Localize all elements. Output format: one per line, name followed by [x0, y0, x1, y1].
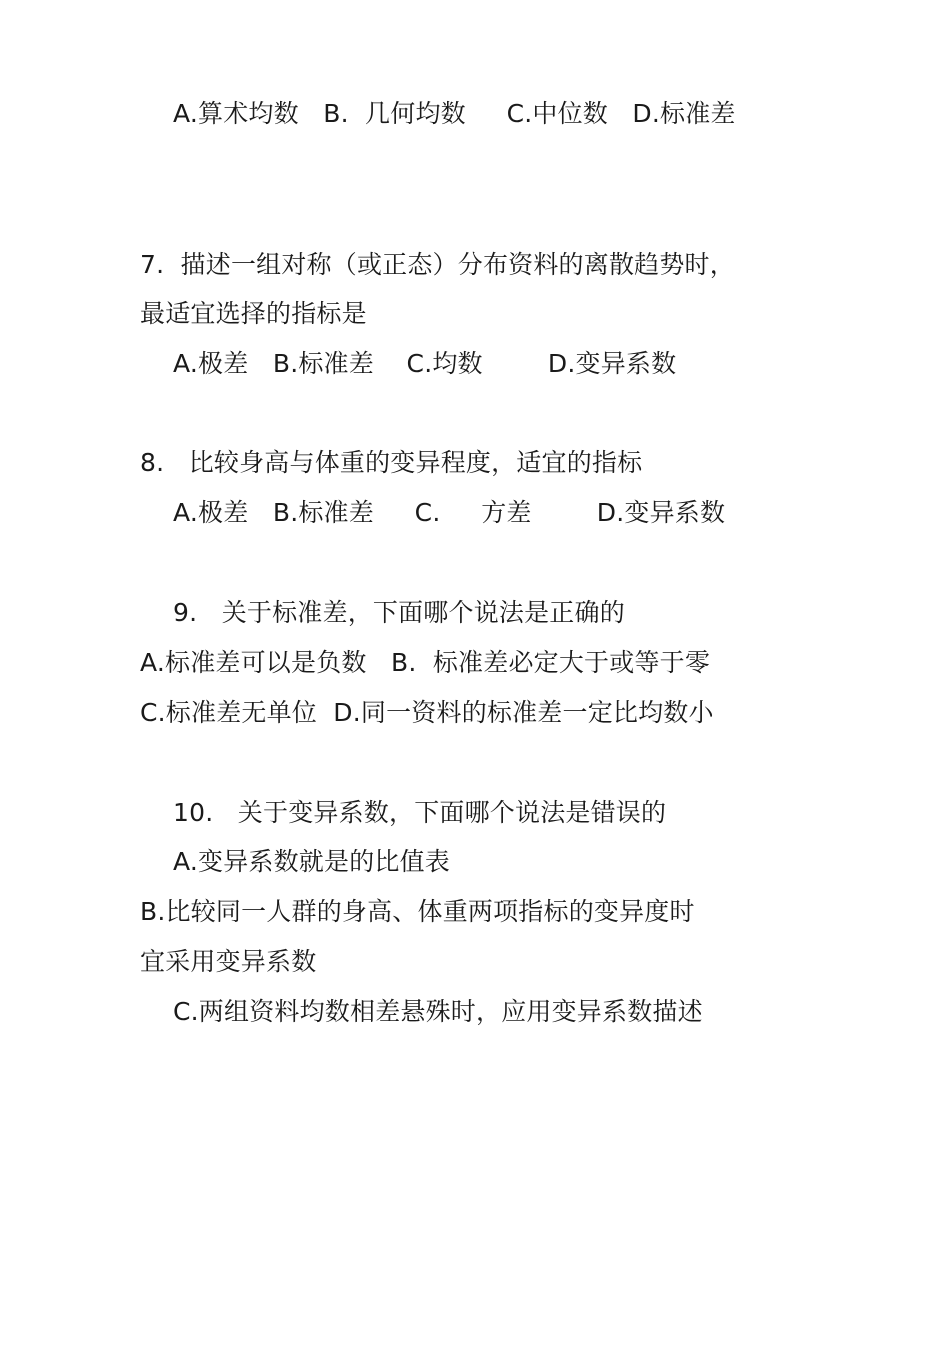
q10-question: 10. 关于变异系数，下面哪个说法是错误的 — [173, 798, 667, 827]
q9-options-ab: A.标准差可以是负数 B. 标准差必定大于或等于零 — [140, 648, 711, 677]
q9-options-cd: C.标准差无单位 D.同一资料的标准差一定比均数小 — [140, 698, 714, 727]
q6-options: A.算术均数 B. 几何均数 C.中位数 D.标准差 — [173, 99, 736, 128]
q10-option-c: C.两组资料均数相差悬殊时，应用变异系数描述 — [173, 997, 703, 1026]
q10-option-a: A.变异系数就是的比值表 — [173, 847, 451, 876]
q10-option-b-line2: 宜采用变异系数 — [140, 947, 317, 976]
q10-option-b-line1: B.比较同一人群的身高、体重两项指标的变异度时 — [140, 897, 695, 926]
q8-question: 8. 比较身高与体重的变异程度，适宜的指标 — [140, 448, 643, 477]
q7-options: A.极差 B.标准差 C.均数 D.变异系数 — [173, 349, 677, 378]
q7-question-line1: 7. 描述一组对称（或正态）分布资料的离散趋势时， — [140, 250, 735, 279]
q9-question: 9. 关于标准差，下面哪个说法是正确的 — [173, 598, 625, 627]
q8-options: A.极差 B.标准差 C. 方差 D.变异系数 — [173, 498, 726, 527]
q7-question-line2: 最适宜选择的指标是 — [140, 299, 367, 328]
